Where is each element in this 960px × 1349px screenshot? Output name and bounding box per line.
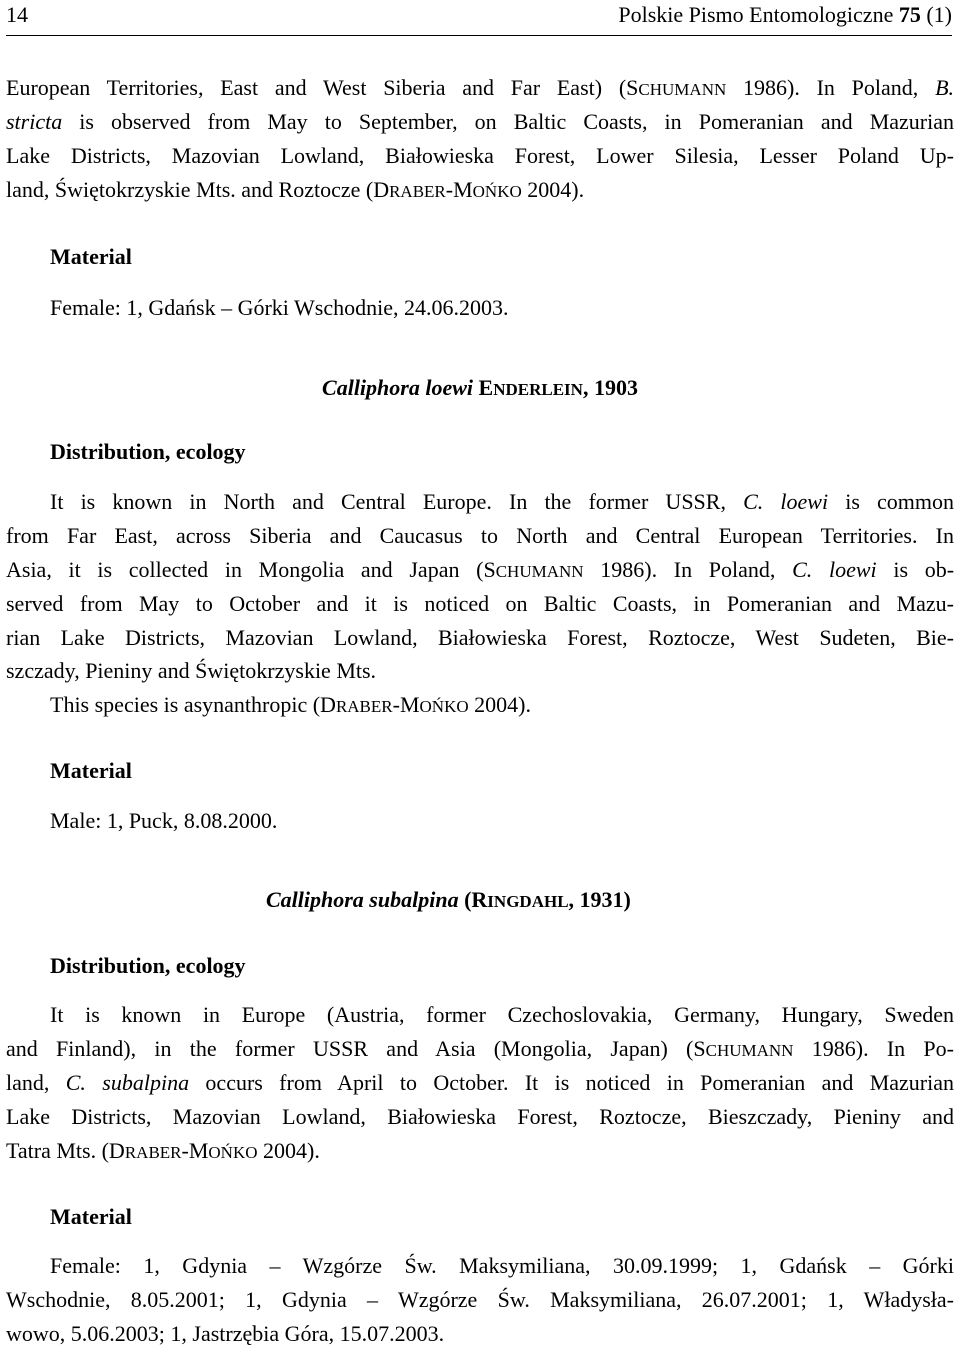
material-heading: Material (50, 758, 132, 783)
distribution-heading: Distribution, ecology (50, 953, 246, 978)
material-line-1: Female: 1, Gdynia – Wzgórze Św. Maksymiliana, 30.09.1999; 1, Gdańsk – Górki (50, 1253, 954, 1278)
distribution-line-1: It is known in North and Central Europe. In the former USSR, C. loewi is common (50, 489, 955, 514)
material-text: Female: 1, Gdańsk – Górki Wschodnie, 24.06.2003. (50, 295, 509, 320)
distribution-heading: Distribution, ecology (50, 439, 246, 464)
material-heading: Material (50, 244, 132, 269)
page-header (6, 0, 952, 36)
distribution-line-3: Asia, it is collected in Mongolia and Japan (SCHUMANN 1986). In Poland, C. loewi is ob- (6, 557, 955, 582)
intro-line-2: stricta is observed from May to September, on Baltic Coasts, in Pomeranian and Mazurian (6, 109, 954, 134)
intro-line-4: land, Świętokrzyskie Mts. and Roztocze (DRABER-MOŃKO 2004). (6, 177, 585, 202)
material-heading: Material (50, 1204, 132, 1229)
distribution-line-4: served from May to October and it is noticed on Baltic Coasts, in Pomeranian and Mazu- (6, 591, 954, 616)
distribution-line-7: This species is asynanthropic (DRABER-MOŃKO 2004). (50, 692, 531, 717)
page-number: 14 (6, 2, 28, 27)
header-rule (6, 35, 952, 36)
species-title-subalpina: Calliphora subalpina (RINGDAHL, 1931) (266, 887, 631, 912)
distribution-line-5: rian Lake Districts, Mazovian Lowland, Białowieska Forest, Roztocze, West Sudeten, Bie- (6, 625, 954, 650)
distribution-line-4: Lake Districts, Mazovian Lowland, Białowieska Forest, Roztocze, Bieszczady, Pieniny and (6, 1104, 954, 1129)
distribution-line-1: It is known in Europe (Austria, former Czechoslovakia, Germany, Hungary, Sweden (50, 1002, 954, 1027)
material-text: Male: 1, Puck, 8.08.2000. (50, 808, 278, 833)
distribution-line-5: Tatra Mts. (DRABER-MOŃKO 2004). (6, 1138, 320, 1163)
journal-title: Polskie Pismo Entomologiczne 75 (1) (618, 2, 952, 27)
species-title-loewi: Calliphora loewi ENDERLEIN, 1903 (322, 375, 638, 400)
material-line-2: Wschodnie, 8.05.2001; 1, Gdynia – Wzgórze Św. Maksymiliana, 26.07.2001; 1, Władysła- (6, 1287, 954, 1312)
distribution-line-2: from Far East, across Siberia and Caucasus to North and Central European Territories. In (6, 523, 954, 548)
material-line-3: wowo, 5.06.2003; 1, Jastrzębia Góra, 15.07.2003. (6, 1321, 445, 1346)
intro-line-1: European Territories, East and West Siberia and Far East) (SCHUMANN 1986). In Poland, B. (6, 75, 955, 100)
intro-line-3: Lake Districts, Mazovian Lowland, Białowieska Forest, Lower Silesia, Lesser Poland Up- (6, 143, 954, 168)
distribution-line-6: szczady, Pieniny and Świętokrzyskie Mts. (6, 658, 377, 683)
distribution-line-3: land, C. subalpina occurs from April to October. It is noticed in Pomeranian and Mazurian (6, 1070, 955, 1095)
distribution-line-2: and Finland), in the former USSR and Asia (Mongolia, Japan) (SCHUMANN 1986). In Po- (6, 1036, 954, 1061)
